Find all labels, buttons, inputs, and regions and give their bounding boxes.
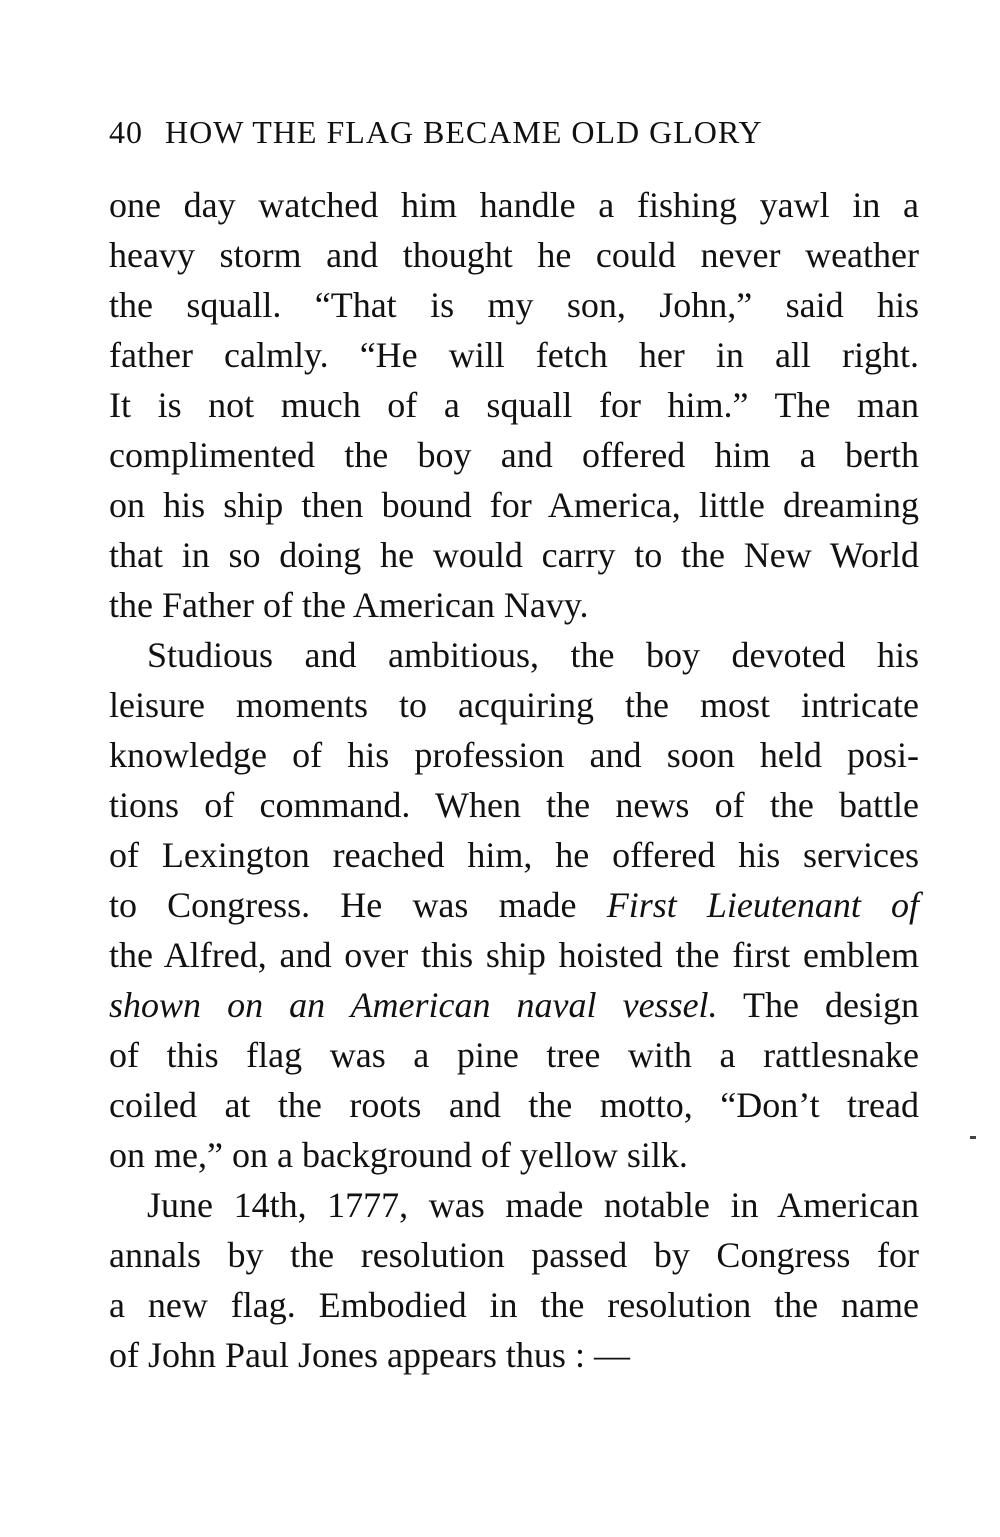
paragraph-1-line: the Father of the American Navy. [109,585,589,625]
paragraph-1-line: father calmly. “He will fetch her in all right. [109,335,919,375]
paragraph-2-line: tions of command. When the news of the battle [109,785,919,825]
paragraph-1-line: on his ship then bound for America, little dreaming [109,485,919,525]
paragraph-2-line: Studious and ambitious, the boy devoted his [147,635,919,675]
paragraph-2-line [109,980,919,1030]
paragraph-2-line: of Lexington reached him, he offered his services [109,835,919,875]
paragraph-1-line: It is not much of a squall for him.” The man [109,385,919,425]
paragraph-1-line: one day watched him handle a fishing yawl in a [109,185,919,225]
paragraph-1-line: heavy storm and thought he could never weather [109,235,919,275]
running-head [109,112,909,152]
paragraph-2-line: the Alfred, and over this ship hoisted the first emblem [109,935,919,975]
paragraph-2-line: leisure moments to acquiring the most intricate [109,685,919,725]
paragraph-1-line: the squall. “That is my son, John,” said his [109,285,919,325]
body-text [109,180,919,1380]
paragraph-3-line: annals by the resolution passed by Congress for [109,1235,919,1275]
paragraph-2-line: coiled at the roots and the motto, “Don’t tread [109,1085,919,1125]
paragraph-1-line: that in so doing he would carry to the New World [109,535,919,575]
paragraph-2-line: knowledge of his profession and soon held posi- [109,735,919,775]
paragraph-1-line: complimented the boy and offered him a berth [109,435,919,475]
margin-speck [970,1136,976,1139]
paragraph-2-line: on me,” on a background of yellow silk. [109,1135,688,1175]
paragraph-3-line: of John Paul Jones appears thus : — [109,1335,630,1375]
paragraph-3-line: June 14th, 1777, was made notable in American [147,1185,919,1225]
running-head-title: HOW THE FLAG BECAME OLD GLORY [165,114,763,150]
page-number: 40 [109,114,143,150]
roman-text: to Congress. He was made [109,885,577,925]
paragraph-2-line [109,880,919,930]
italic-text: First Lieutenant of [606,885,920,925]
paragraph-3-line: a new flag. Embodied in the resolution the name [109,1285,919,1325]
roman-text: The design [742,985,920,1025]
paragraph-2-line: of this flag was a pine tree with a rattlesnake [109,1035,919,1075]
italic-text: shown on an American naval vessel. [109,985,718,1025]
